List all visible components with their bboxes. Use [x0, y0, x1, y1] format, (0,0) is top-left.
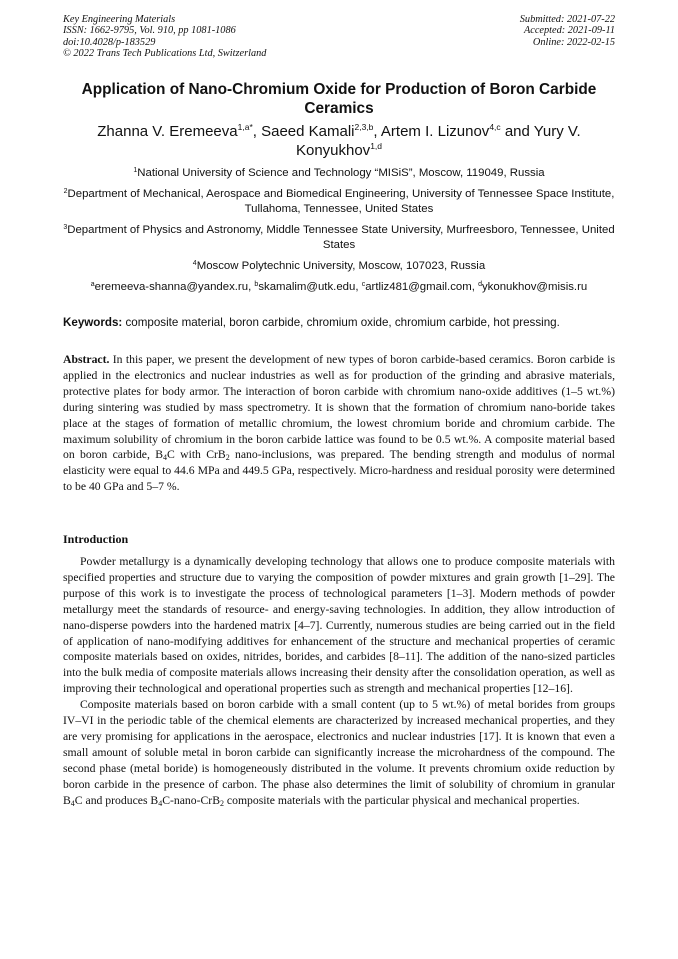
- doi[interactable]: doi:10.4028/p-183529: [63, 36, 156, 48]
- keywords-label: Keywords:: [63, 316, 123, 329]
- issn-volume: ISSN: 1662-9795, Vol. 910, pp 1081-1086: [63, 25, 236, 37]
- copyright: © 2022 Trans Tech Publications Ltd, Switzerland: [63, 48, 267, 60]
- author-separator: ,: [373, 123, 381, 140]
- text-run: In this paper, we present the development of new types of boron carbide-based ceramics. Boron carbide is applied in the electronics and nuclear industries as well as for production of the grinding and abrasive materials, protective plates for body armor. The interaction of boron carbide with chromium nano-oxide additives (1–5 wt.%) during sintering was studied by mass spectrometry. It is shown that the formation of chromium nano-boride takes place at the stages of formation of metallic chromium, the lowest chromium boride and chromium carbide. The maximum solubility of chromium in the boron carbide lattice was found to be 0.5 wt.%. A composite material based on boron carbide, B: [63, 353, 615, 462]
- email-marker: d: [478, 281, 482, 289]
- subscript: 2: [220, 798, 224, 808]
- subscript: 2: [225, 453, 230, 463]
- author-separator: ,: [252, 123, 262, 140]
- email-address[interactable]: eremeeva-shanna@yandex.ru: [94, 281, 249, 294]
- affiliation-text: Department of Mechanical, Aerospace and Biomedical Engineering, University of Tennessee Space Institute, Tullahoma, Tennessee, United States: [67, 188, 615, 215]
- author-name: Artem I. Lizunov: [380, 123, 490, 140]
- affiliation: [63, 187, 615, 216]
- email-marker: a: [90, 281, 95, 289]
- abstract: [63, 352, 615, 495]
- paper-title: Application of Nano-Chromium Oxide for Production of Boron Carbide Ceramics: [81, 81, 597, 117]
- text-run: composite materials with the particular physical and mechanical properties.: [224, 793, 580, 807]
- journal-name: Key Engineering Materials: [63, 14, 176, 25]
- subscript: 4: [158, 798, 163, 808]
- affiliation-text: Department of Physics and Astronomy, Middle Tennessee State University, Murfreesboro, Tennessee, United States: [67, 224, 615, 251]
- abstract-label: Abstract.: [63, 353, 110, 366]
- journal-info: [63, 14, 266, 60]
- abstract-text: [63, 353, 615, 493]
- text-run: Powder metallurgy is a dynamically developing technology that allows one to produce composite materials with specified properties and structure due to varying the composition of powder mixtures and grain growth [1–29]. The purpose of this work is to investigate the process of technological parameters [1–3]. Modern methods of powder metallurgy meet the standards of resource- and energy-saving technologies. In addition, they allow introduction of nano-disperse powders into the hardened matrix [4–7]. Currently, numerous studies are being carried out in the field of application of nano-modifying additives for enhancement of the structure and mechanical properties of ceramic composite materials based on oxides, nitrides, borides, and carbides [8–11]. The addition of the nano-sized particles into the bulk media of composite materials allows increasing their density after the consolidation operation, as well as improving their technological and operational properties such as strength and mechanical properties [12–16].: [63, 555, 615, 696]
- email-separator: ,: [248, 281, 255, 294]
- text-run: nano-inclusions, was prepared. The bending strength and modulus of normal elasticity were equal to 44.6 MPa and 449.5 GPa, respectively. Micro-hardness and residual porosity were determined to be 40 GPa and 5–7 %.: [63, 448, 616, 494]
- author-name: and Yury V. Konyukhov: [295, 123, 581, 159]
- email-list: [63, 280, 615, 294]
- author-affil-marker: 1,d: [370, 141, 383, 151]
- affiliation-text: Moscow Polytechnic University, Moscow, 107023, Russia: [196, 260, 486, 273]
- accepted-date: Accepted: 2021-09-11: [523, 25, 615, 37]
- text-run: Composite materials based on boron carbide with a small content (up to 5 wt.%) of metal borides from groups IV–VI in the periodic table of the chemical elements are characterized by increased mechanical properties, and they are very promising for applications in the aerospace, electronics and nuclear industries [17]. It is known that even a small amount of soluble metal in boron carbide can significantly increase the microhardness of the compound. The second phase (metal boride) is homogeneously distributed in the volume. It prevents chromium oxide reduction by boron carbide in the presence of carbon. The phase also determines the limit of solubility of chromium in granular B: [63, 698, 615, 807]
- affiliation-number: 4: [192, 260, 197, 268]
- text-run: C and produces B: [74, 793, 159, 807]
- introduction-body: [63, 554, 615, 809]
- affiliation-number: 2: [63, 188, 68, 196]
- affiliation-number: 1: [133, 167, 138, 174]
- section-heading-introduction: Introduction: [63, 532, 129, 546]
- introduction-paragraph: [63, 697, 615, 808]
- email-separator: ,: [355, 281, 362, 294]
- introduction-paragraph: [63, 554, 615, 697]
- online-date: Online: 2022-02-15: [532, 36, 615, 48]
- email-address[interactable]: skamalim@utk.edu: [258, 281, 356, 294]
- subscript: 4: [163, 453, 168, 463]
- keywords-text: composite material, boron carbide, chromium oxide, chromium carbide, hot pressing.: [122, 316, 560, 329]
- affiliation: [63, 259, 615, 273]
- affiliations: [63, 166, 615, 295]
- text-run: C with CrB: [167, 448, 226, 462]
- subscript: 4: [70, 798, 75, 808]
- email-separator: ,: [471, 281, 479, 294]
- author-affil-marker: 1,a*: [237, 122, 253, 132]
- affiliation: [63, 223, 615, 252]
- author-list: [63, 122, 615, 160]
- text-run: C-nano-CrB: [162, 793, 220, 807]
- affiliation: [63, 166, 615, 180]
- email-address[interactable]: artliz481@gmail.com: [365, 281, 472, 294]
- affiliation-number: 3: [63, 224, 68, 232]
- keywords: [63, 316, 615, 330]
- email-marker: b: [254, 281, 259, 289]
- affiliation-text: National University of Science and Technology “MISiS”, Moscow, 119049, Russia: [137, 167, 545, 179]
- email-address[interactable]: ykonukhov@misis.ru: [481, 281, 588, 294]
- submission-dates: [520, 14, 615, 48]
- author-affil-marker: 2,3,b: [354, 122, 374, 132]
- email-marker: c: [361, 281, 366, 289]
- author-name: Saeed Kamali: [261, 123, 355, 140]
- author-affil-marker: 4,c: [489, 122, 501, 132]
- author-name: Zhanna V. Eremeeva: [97, 123, 238, 140]
- submitted-date: Submitted: 2021-07-22: [519, 14, 615, 25]
